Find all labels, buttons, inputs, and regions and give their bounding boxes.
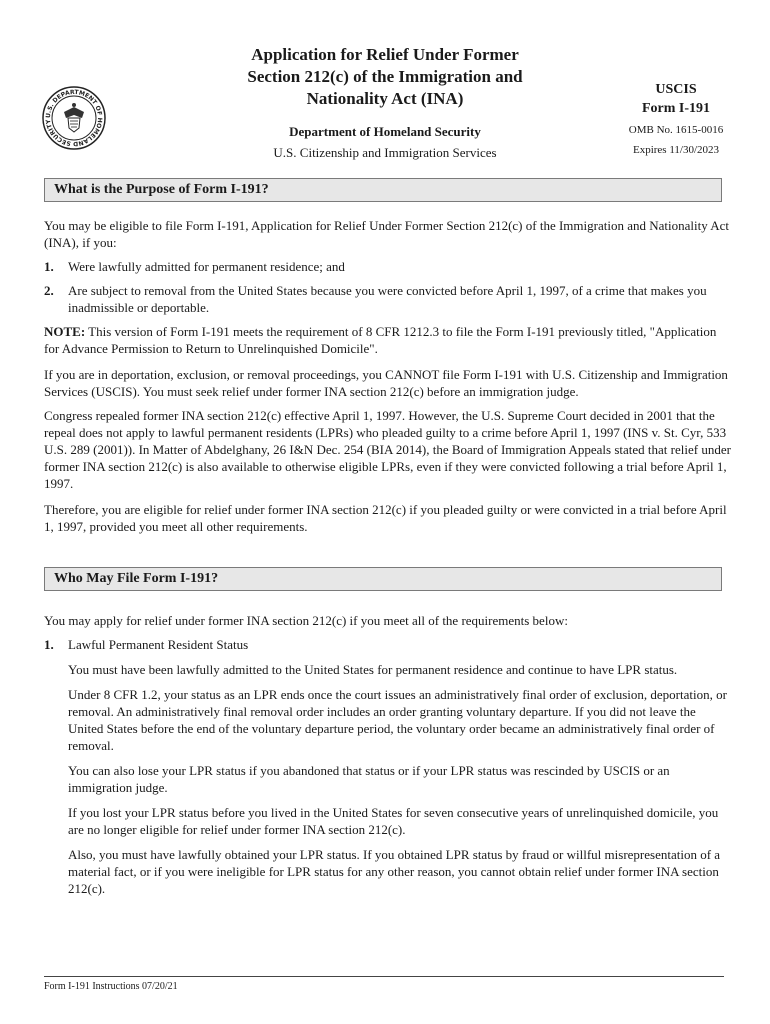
form-title-line-1: Application for Relief Under Former	[251, 45, 519, 64]
lpr-paragraph-4: If you lost your LPR status before you lived in the United States for seven consecutive years of unrelinquished domicile, you are no longer eligible for relief under former INA section 212(c).	[68, 805, 719, 837]
paragraph-proceedings: If you are in deportation, exclusion, or removal proceedings, you CANNOT file Form I-191 with U.S. Citizenship and Immigration Services (USCIS). You must seek relief under former INA section 212(c) before an immigration judge.	[44, 367, 728, 399]
lpr-paragraph-5: Also, you must have lawfully obtained your LPR status. If you obtained LPR status by fraud or willful misrepresentation of a material fact, or if you were ineligible for LPR status for any other reason, you cannot obtain relief under former INA section 212(c).	[68, 847, 721, 896]
section-heading-purpose: What is the Purpose of Form I-191?	[44, 178, 722, 202]
dhs-seal-icon	[42, 86, 106, 150]
lpr-paragraph-1: You must have been lawfully admitted to the United States for permanent residence and continue to have LPR status.	[68, 662, 678, 677]
list-number: 1.	[44, 637, 54, 652]
agency-abbr: USCIS	[655, 82, 697, 97]
list-text: Are subject to removal from the United States because you were convicted before April 1, 1997, of a crime that makes you inadmissible or deportable.	[68, 283, 707, 315]
expiration-date: Expires 11/30/2023	[632, 144, 720, 156]
paragraph-therefore: Therefore, you are eligible for relief under former INA section 212(c) if you pleaded guilty or were convicted in a trial before April 1, 1997, provided you meet all other requirements.	[44, 502, 727, 534]
footer-form-id: Form I-191 Instructions 07/20/21	[44, 981, 178, 992]
purpose-list-item	[44, 258, 734, 275]
form-title-line-2: Section 212(c) of the Immigration and	[247, 67, 523, 86]
svg-text:U.S. DEPARTMENT OF HOMELAND SE: U.S. DEPARTMENT OF HOMELAND SECURITY	[44, 88, 104, 148]
list-text: Were lawfully admitted for permanent residence; and	[68, 259, 345, 274]
who-list-item	[44, 636, 734, 653]
form-id-block	[612, 82, 740, 156]
department-name: Department of Homeland Security	[289, 124, 481, 139]
list-number: 1.	[44, 259, 54, 274]
purpose-intro: You may be eligible to file Form I-191, Application for Relief Under Former Section 212(c) of the Immigration and Nationality Act (INA), if you:	[44, 218, 730, 250]
note-label: NOTE:	[44, 324, 86, 339]
list-text: Lawful Permanent Resident Status	[68, 637, 249, 652]
section-heading-who: Who May File Form I-191?	[44, 567, 722, 591]
list-number: 2.	[44, 283, 54, 298]
form-title-block	[230, 44, 540, 161]
lpr-paragraph-2: Under 8 CFR 1.2, your status as an LPR ends once the court issues an administratively final order of exclusion, deportation, or removal. An administratively final removal order includes an order granting voluntary departure. If you did not leave the United States before the end of the voluntary departure period, the voluntary order became an administratively final order of removal.	[68, 687, 727, 753]
omb-number: OMB No. 1615-0016	[628, 124, 724, 136]
form-title-line-3: Nationality Act (INA)	[306, 89, 464, 108]
paragraph-repeal: Congress repealed former INA section 212(c) effective April 1, 1997. However, the U.S. Supreme Court decided in 2001 that the repeal does not apply to lawful permanent residents (LPRs) who pleaded guilty to a crime before April 1, 1997 (INS v. St. Cyr, 533 U.S. 289 (2001)). In Matter of Abdelghany, 26 I&N Dec. 254 (BIA 2014), the Board of Immigration Appeals stated that relief under former INA section 212(c) is also available to otherwise eligible LPRs, even if they were convicted following a trial before April 1, 1997.	[44, 408, 731, 491]
agency-name: U.S. Citizenship and Immigration Services	[273, 145, 497, 160]
note-text: This version of Form I-191 meets the requirement of 8 CFR 1212.3 to file the Form I-191 previously titled, "Application for Advance Permission to Return to Unrelinquished Domicile".	[44, 324, 717, 356]
form-number: Form I-191	[641, 101, 711, 116]
purpose-list-item	[44, 282, 734, 316]
note-paragraph	[44, 323, 734, 357]
footer-divider	[44, 976, 724, 977]
lpr-paragraph-3: You can also lose your LPR status if you abandoned that status or if your LPR status was rescinded by USCIS or an immigration judge.	[68, 763, 670, 795]
who-intro: You may apply for relief under former INA section 212(c) if you meet all of the requirements below:	[44, 613, 568, 628]
